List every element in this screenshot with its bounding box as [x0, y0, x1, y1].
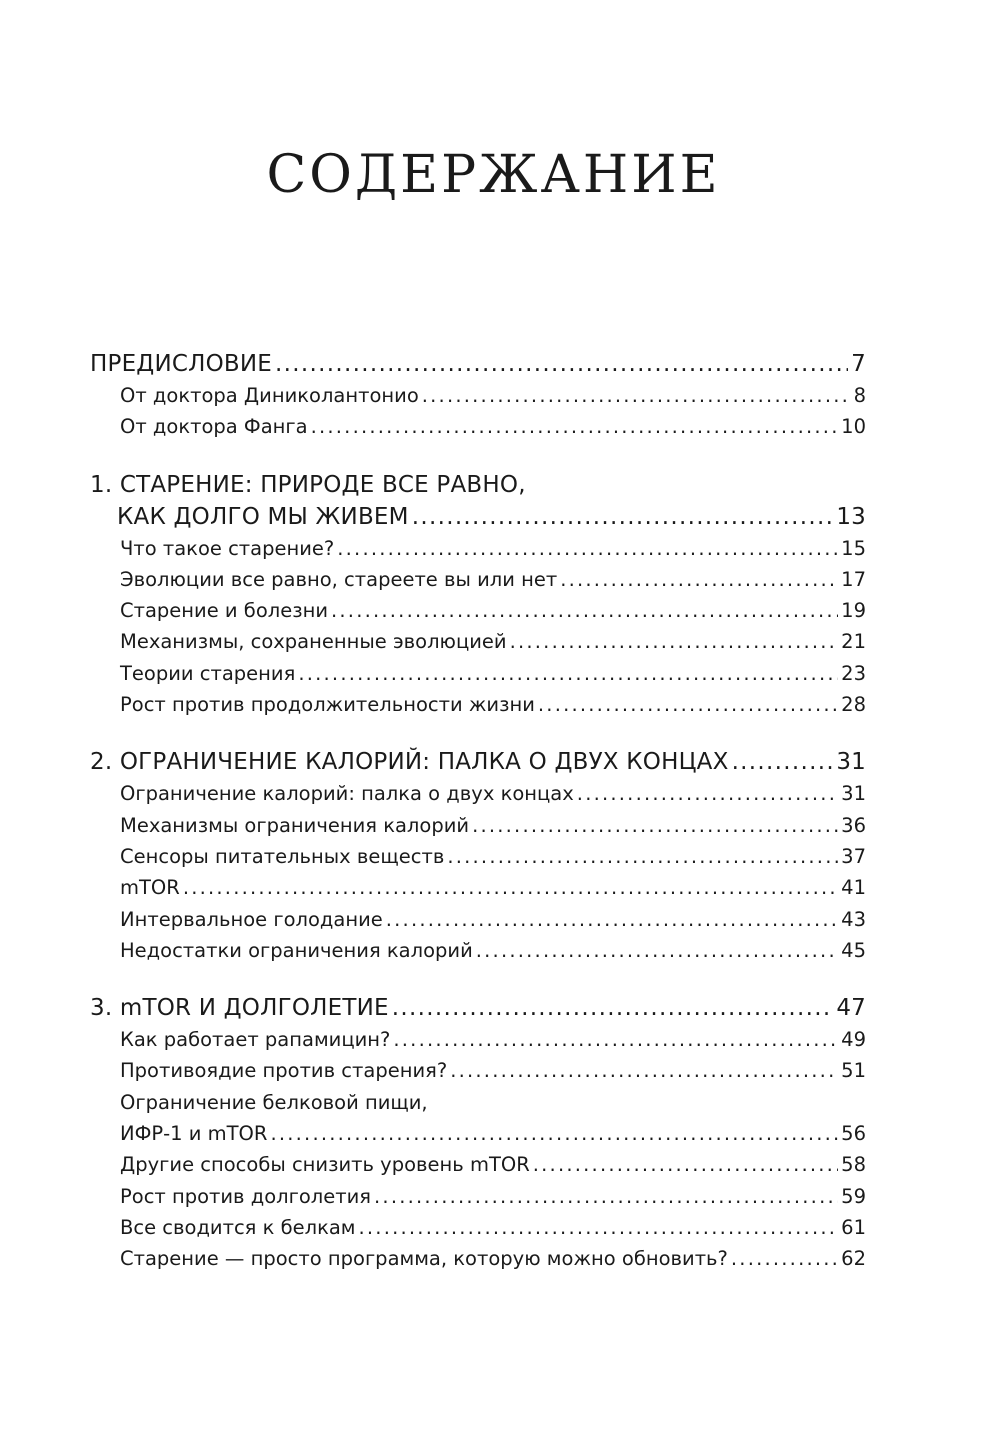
dot-leader	[732, 746, 834, 778]
toc-entry[interactable]	[90, 689, 866, 720]
dot-leader	[510, 626, 839, 657]
toc-page-number: 37	[841, 844, 866, 868]
dot-leader	[472, 810, 838, 841]
dot-leader	[183, 872, 838, 903]
toc-entry-title: Как работает рапамицин?	[120, 1028, 391, 1052]
toc-entry-title: ИФР-1 и mTOR	[120, 1122, 268, 1146]
toc-entry[interactable]	[90, 626, 866, 657]
toc-entry[interactable]	[90, 1212, 866, 1243]
toc-chapter-title: 2. ОГРАНИЧЕНИЕ КАЛОРИЙ: ПАЛКА О ДВУХ КОНЦАХ	[90, 749, 729, 776]
toc-entry-title: Рост против долголетия	[120, 1184, 372, 1208]
toc-page-number: 7	[851, 351, 866, 377]
toc-entry[interactable]	[90, 935, 866, 966]
toc-entry[interactable]	[90, 533, 866, 564]
toc-entry-title: От доктора Диниколантонио	[120, 384, 419, 407]
dot-leader	[337, 533, 838, 564]
dot-leader	[331, 595, 838, 626]
toc-entry[interactable]	[90, 1055, 866, 1086]
toc-entry-title: Теории старения	[120, 661, 296, 685]
toc-entry-title: Ограничение калорий: палка о двух концах	[120, 782, 574, 806]
toc-entry[interactable]	[90, 564, 866, 595]
toc-entry-title: Эволюции все равно, стареете вы или нет	[120, 567, 558, 591]
toc-entry[interactable]	[90, 872, 866, 903]
toc-chapter-title-line1[interactable]: 1. СТАРЕНИЕ: ПРИРОДЕ ВСЕ РАВНО,	[90, 471, 526, 498]
toc-entry-title: mTOR	[120, 876, 180, 900]
toc-entry-title: Сенсоры питательных веществ	[120, 844, 445, 868]
toc-section-chapter-2	[90, 746, 866, 966]
toc-page-number: 56	[841, 1122, 866, 1146]
toc-page-number: 62	[841, 1247, 866, 1271]
toc-entry[interactable]	[90, 1149, 866, 1180]
toc-entry[interactable]	[90, 778, 866, 809]
toc-page-number: 47	[836, 995, 866, 1022]
dot-leader	[577, 778, 838, 809]
toc-page-number: 41	[841, 876, 866, 900]
toc-page-number: 28	[841, 693, 866, 717]
toc-page-number: 19	[841, 599, 866, 623]
toc-entry[interactable]	[90, 1118, 866, 1149]
toc-entry[interactable]	[90, 1181, 866, 1212]
toc-entry[interactable]	[90, 658, 866, 689]
toc-page-number: 15	[841, 536, 866, 560]
toc-page-number: 31	[836, 749, 866, 776]
toc-entry-title: Механизмы, сохраненные эволюцией	[120, 630, 507, 654]
toc-chapter-title: ПРЕДИСЛОВИЕ	[90, 351, 273, 377]
dot-leader	[533, 1149, 838, 1180]
dot-leader	[560, 564, 838, 595]
toc-page-number: 51	[841, 1059, 866, 1083]
dot-leader	[392, 992, 834, 1024]
toc-entry[interactable]	[90, 841, 866, 872]
toc-page-number: 58	[841, 1153, 866, 1177]
toc-page-number: 59	[841, 1184, 866, 1208]
toc-entry-title-line1[interactable]: Ограничение белковой пищи,	[120, 1090, 428, 1114]
toc-section-chapter-1	[90, 469, 866, 721]
dot-leader	[374, 1181, 838, 1212]
toc-entry-title: Все сводится к белкам	[120, 1215, 356, 1239]
toc-page-number: 23	[841, 661, 866, 685]
toc-entry[interactable]	[90, 595, 866, 626]
toc-page-number: 21	[841, 630, 866, 654]
dot-leader	[731, 1243, 838, 1274]
toc-entry[interactable]	[90, 1024, 866, 1055]
toc-page-number: 36	[841, 813, 866, 837]
toc-page-number: 31	[841, 782, 866, 806]
dot-leader	[476, 935, 838, 966]
toc-entry-title: От доктора Фанга	[120, 415, 308, 439]
toc-section-preface	[90, 348, 866, 443]
page-title: СОДЕРЖАНИЕ	[266, 144, 721, 205]
dot-leader	[450, 1055, 838, 1086]
toc-page-number: 61	[841, 1215, 866, 1239]
toc-chapter-heading[interactable]	[90, 746, 866, 778]
toc-section-chapter-3	[90, 992, 866, 1274]
toc-entry-title: Старение — просто программа, которую можно обновить?	[120, 1247, 728, 1271]
toc-page-number: 13	[836, 503, 866, 530]
dot-leader	[270, 1118, 838, 1149]
dot-leader	[393, 1024, 838, 1055]
dot-leader	[311, 411, 839, 442]
toc-chapter-title: 3. mTOR И ДОЛГОЛЕТИЕ	[90, 995, 389, 1022]
toc-entry-title: Механизмы ограничения калорий	[120, 813, 470, 837]
toc-entry[interactable]	[90, 810, 866, 841]
dot-leader	[386, 904, 838, 935]
dot-leader	[412, 501, 834, 533]
toc-page-number: 45	[841, 938, 866, 962]
toc-page-number: 17	[841, 567, 866, 591]
toc-chapter-heading[interactable]	[90, 992, 866, 1024]
toc-entry[interactable]	[90, 380, 866, 411]
table-of-contents	[90, 348, 866, 1301]
toc-entry-title: Недостатки ограничения калорий	[120, 938, 473, 962]
toc-chapter-heading[interactable]	[90, 348, 866, 380]
toc-page-number: 49	[841, 1028, 866, 1052]
toc-entry-title: Интервальное голодание	[120, 907, 383, 931]
dot-leader	[538, 689, 838, 720]
toc-entry[interactable]	[90, 1243, 866, 1274]
toc-chapter-title: КАК ДОЛГО МЫ ЖИВЕМ	[117, 503, 409, 530]
dot-leader	[422, 380, 851, 411]
toc-page-number: 43	[841, 907, 866, 931]
toc-entry-title: Старение и болезни	[120, 599, 328, 623]
dot-leader	[447, 841, 838, 872]
toc-entry-title: Рост против продолжительности жизни	[120, 693, 535, 717]
toc-entry[interactable]	[90, 904, 866, 935]
toc-page-number: 8	[853, 384, 866, 407]
dot-leader	[275, 348, 848, 380]
dot-leader	[298, 658, 838, 689]
toc-entry-title: Противоядие против старения?	[120, 1059, 448, 1083]
toc-entry-title: Что такое старение?	[120, 536, 335, 560]
toc-entry-title: Другие способы снизить уровень mTOR	[120, 1153, 530, 1177]
toc-chapter-heading[interactable]	[90, 501, 866, 533]
toc-page-number: 10	[841, 415, 866, 439]
dot-leader	[359, 1212, 839, 1243]
toc-entry[interactable]	[90, 411, 866, 442]
